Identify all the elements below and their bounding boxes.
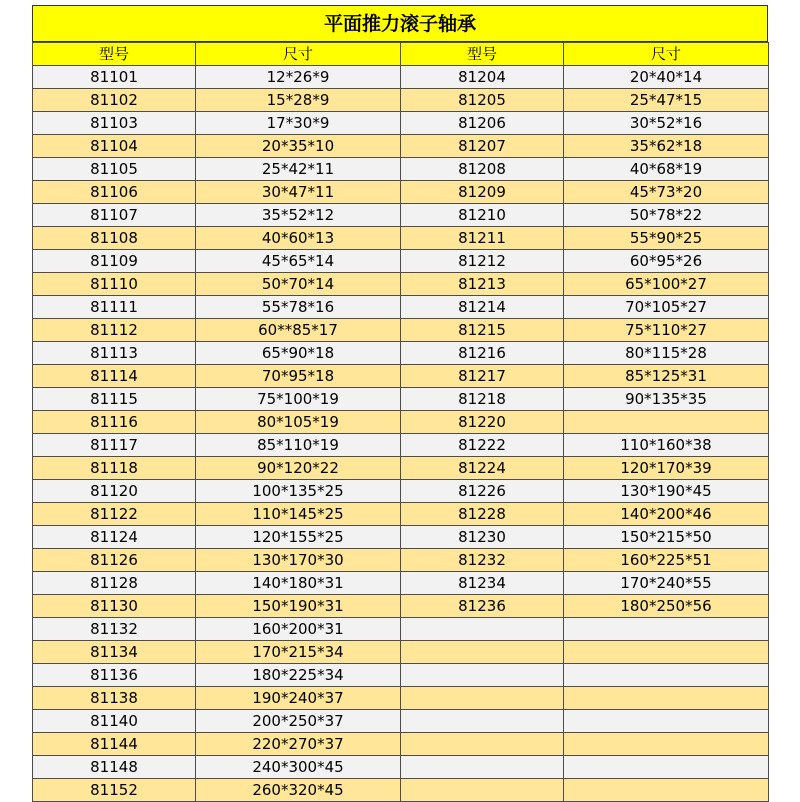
size-left-cell: 65*90*18 [196,342,401,365]
model-left-cell: 81122 [33,503,196,526]
table-row [33,296,769,319]
size-right-cell: 80*115*28 [564,342,769,365]
bearing-table [32,42,769,802]
model-right-cell [401,779,564,802]
table-row [33,618,769,641]
size-right-cell: 30*52*16 [564,112,769,135]
model-right-cell: 81210 [401,204,564,227]
size-left-cell: 130*170*30 [196,549,401,572]
size-left-cell: 150*190*31 [196,595,401,618]
model-left-cell: 81132 [33,618,196,641]
bearing-spec-sheet [32,5,768,802]
model-left-cell: 81140 [33,710,196,733]
model-right-cell: 81216 [401,342,564,365]
table-row [33,503,769,526]
table-row [33,89,769,112]
size-right-cell: 160*225*51 [564,549,769,572]
table-row [33,687,769,710]
size-left-cell: 260*320*45 [196,779,401,802]
size-left-cell: 50*70*14 [196,273,401,296]
table-row [33,756,769,779]
table-row [33,480,769,503]
size-right-cell: 85*125*31 [564,365,769,388]
model-right-cell: 81212 [401,250,564,273]
table-row [33,181,769,204]
model-left-cell: 81138 [33,687,196,710]
model-left-cell: 81115 [33,388,196,411]
table-row [33,595,769,618]
size-right-cell: 35*62*18 [564,135,769,158]
model-left-cell: 81110 [33,273,196,296]
model-left-cell: 81106 [33,181,196,204]
size-left-cell: 85*110*19 [196,434,401,457]
model-right-cell: 81220 [401,411,564,434]
table-row [33,204,769,227]
size-left-cell: 75*100*19 [196,388,401,411]
size-right-cell: 45*73*20 [564,181,769,204]
model-left-cell: 81144 [33,733,196,756]
model-right-cell [401,618,564,641]
table-row [33,733,769,756]
size-right-cell: 20*40*14 [564,66,769,89]
model-right-cell: 81226 [401,480,564,503]
model-left-cell: 81130 [33,595,196,618]
table-row [33,572,769,595]
table-row [33,273,769,296]
size-right-cell: 130*190*45 [564,480,769,503]
size-right-cell [564,664,769,687]
header-model-right: 型号 [401,43,564,66]
model-right-cell: 81222 [401,434,564,457]
size-left-cell: 110*145*25 [196,503,401,526]
size-left-cell: 40*60*13 [196,227,401,250]
size-left-cell: 140*180*31 [196,572,401,595]
size-left-cell: 45*65*14 [196,250,401,273]
size-left-cell: 200*250*37 [196,710,401,733]
size-right-cell: 25*47*15 [564,89,769,112]
model-right-cell: 81218 [401,388,564,411]
model-right-cell: 81206 [401,112,564,135]
size-right-cell: 50*78*22 [564,204,769,227]
size-left-cell: 25*42*11 [196,158,401,181]
model-left-cell: 81108 [33,227,196,250]
model-right-cell: 81228 [401,503,564,526]
size-left-cell: 180*225*34 [196,664,401,687]
size-right-cell: 65*100*27 [564,273,769,296]
size-right-cell [564,618,769,641]
header-model-left: 型号 [33,43,196,66]
size-left-cell: 35*52*12 [196,204,401,227]
size-left-cell: 90*120*22 [196,457,401,480]
table-row [33,342,769,365]
model-left-cell: 81117 [33,434,196,457]
model-left-cell: 81114 [33,365,196,388]
model-right-cell: 81215 [401,319,564,342]
table-row [33,250,769,273]
size-left-cell: 80*105*19 [196,411,401,434]
size-right-cell: 70*105*27 [564,296,769,319]
model-right-cell: 81204 [401,66,564,89]
model-right-cell: 81208 [401,158,564,181]
model-left-cell: 81111 [33,296,196,319]
model-right-cell: 81230 [401,526,564,549]
size-right-cell [564,733,769,756]
model-left-cell: 81103 [33,112,196,135]
model-right-cell [401,733,564,756]
model-right-cell: 81234 [401,572,564,595]
table-row [33,526,769,549]
model-left-cell: 81112 [33,319,196,342]
table-row [33,227,769,250]
table-row [33,457,769,480]
size-left-cell: 240*300*45 [196,756,401,779]
size-right-cell: 55*90*25 [564,227,769,250]
table-row [33,388,769,411]
size-left-cell: 60**85*17 [196,319,401,342]
size-right-cell [564,779,769,802]
size-right-cell [564,687,769,710]
table-row [33,135,769,158]
model-right-cell [401,687,564,710]
model-left-cell: 81134 [33,641,196,664]
sheet-title: 平面推力滚子轴承 [32,5,768,42]
size-left-cell: 190*240*37 [196,687,401,710]
table-body [33,66,769,802]
table-row [33,549,769,572]
model-right-cell [401,641,564,664]
model-left-cell: 81102 [33,89,196,112]
model-right-cell: 81232 [401,549,564,572]
model-left-cell: 81118 [33,457,196,480]
size-left-cell: 120*155*25 [196,526,401,549]
table-row [33,66,769,89]
size-right-cell [564,710,769,733]
model-right-cell: 81236 [401,595,564,618]
size-right-cell: 150*215*50 [564,526,769,549]
table-row [33,434,769,457]
size-right-cell: 110*160*38 [564,434,769,457]
model-right-cell: 81209 [401,181,564,204]
model-right-cell: 81224 [401,457,564,480]
table-row [33,365,769,388]
model-right-cell: 81207 [401,135,564,158]
table-row [33,112,769,135]
table-row [33,710,769,733]
size-left-cell: 220*270*37 [196,733,401,756]
model-right-cell: 81217 [401,365,564,388]
model-left-cell: 81136 [33,664,196,687]
size-right-cell: 40*68*19 [564,158,769,181]
model-left-cell: 81124 [33,526,196,549]
size-left-cell: 17*30*9 [196,112,401,135]
header-row [33,43,769,66]
model-left-cell: 81126 [33,549,196,572]
size-left-cell: 12*26*9 [196,66,401,89]
size-left-cell: 100*135*25 [196,480,401,503]
model-left-cell: 81104 [33,135,196,158]
size-right-cell: 170*240*55 [564,572,769,595]
model-left-cell: 81109 [33,250,196,273]
size-right-cell: 75*110*27 [564,319,769,342]
size-left-cell: 70*95*18 [196,365,401,388]
size-right-cell: 180*250*56 [564,595,769,618]
size-right-cell: 140*200*46 [564,503,769,526]
size-left-cell: 30*47*11 [196,181,401,204]
model-right-cell [401,664,564,687]
size-left-cell: 55*78*16 [196,296,401,319]
size-left-cell: 20*35*10 [196,135,401,158]
model-left-cell: 81148 [33,756,196,779]
table-row [33,319,769,342]
size-right-cell [564,411,769,434]
header-size-right: 尺寸 [564,43,769,66]
table-row [33,411,769,434]
table-row [33,664,769,687]
model-right-cell: 81213 [401,273,564,296]
model-right-cell [401,710,564,733]
table-row [33,641,769,664]
table-row [33,158,769,181]
model-right-cell: 81205 [401,89,564,112]
header-size-left: 尺寸 [196,43,401,66]
model-left-cell: 81113 [33,342,196,365]
model-left-cell: 81116 [33,411,196,434]
size-right-cell: 90*135*35 [564,388,769,411]
size-left-cell: 160*200*31 [196,618,401,641]
model-left-cell: 81105 [33,158,196,181]
size-left-cell: 15*28*9 [196,89,401,112]
size-right-cell [564,756,769,779]
model-left-cell: 81152 [33,779,196,802]
size-left-cell: 170*215*34 [196,641,401,664]
size-right-cell [564,641,769,664]
model-right-cell: 81211 [401,227,564,250]
size-right-cell: 120*170*39 [564,457,769,480]
model-left-cell: 81107 [33,204,196,227]
model-left-cell: 81128 [33,572,196,595]
model-left-cell: 81120 [33,480,196,503]
model-right-cell: 81214 [401,296,564,319]
model-left-cell: 81101 [33,66,196,89]
model-right-cell [401,756,564,779]
table-row [33,779,769,802]
size-right-cell: 60*95*26 [564,250,769,273]
